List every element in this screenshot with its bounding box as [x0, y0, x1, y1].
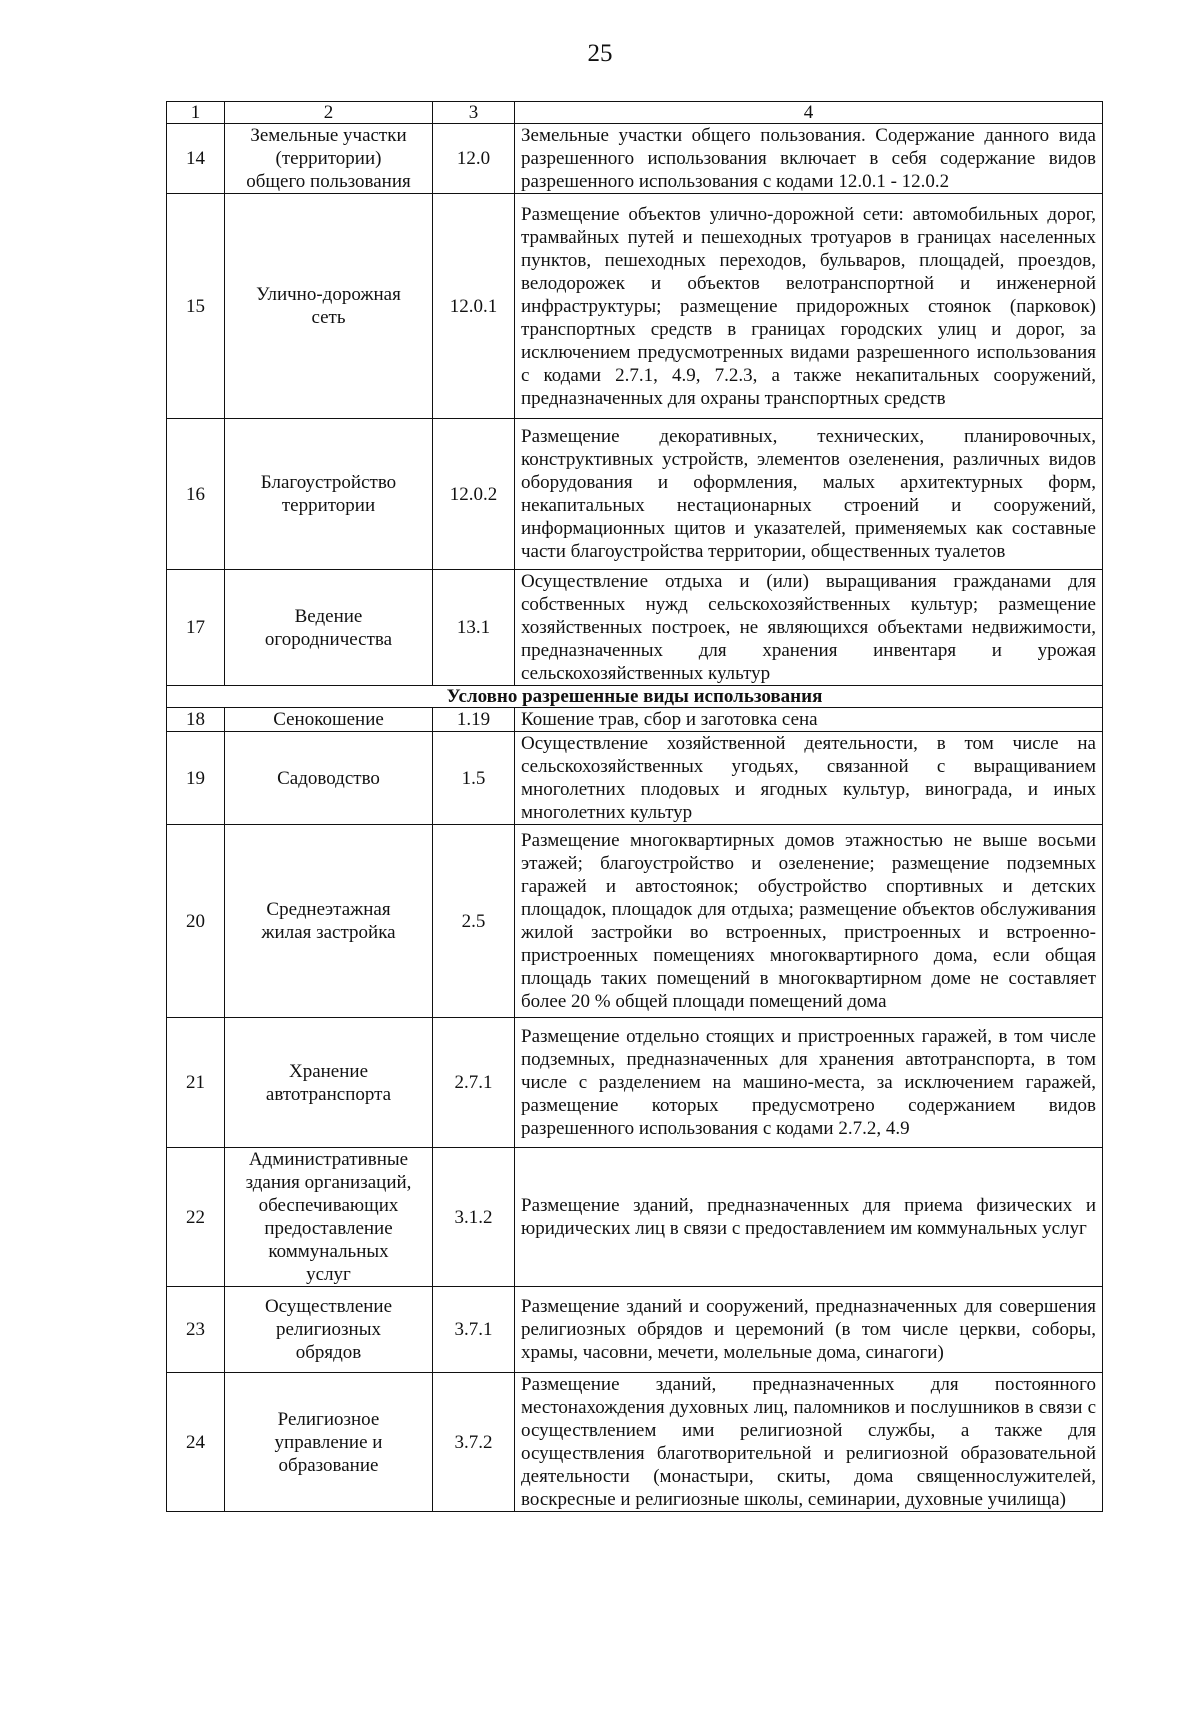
land-use-code: 1.19	[433, 708, 515, 732]
land-use-name-line: образование	[278, 1454, 379, 1476]
row-number: 19	[167, 732, 225, 825]
land-use-name-line: здания организаций,	[245, 1172, 412, 1193]
table-row	[167, 419, 1103, 570]
land-use-description: Размещение многоквартирных домов этажностью не выше восьми этажей; благоустройство и озеленение; размещение подземных гаражей и автостоянок; обустройство спортивных и детских площадок, площадок для отдыха; размещение объектов обслуживания жилой застройки во встроенных, пристроенных и встроенно-пристроенных помещениях многоквартирного дома, если общая площадь таких помещений в многоквартирном доме не составляет более 20 % общей площади помещений дома	[515, 825, 1103, 1018]
land-use-code: 12.0.1	[433, 194, 515, 419]
land-use-name	[225, 708, 433, 732]
row-number: 17	[167, 570, 225, 686]
land-use-description: Земельные участки общего пользования. Содержание данного вида разрешенного использования включает в себя содержание видов разрешенного использования с кодами 12.0.1 - 12.0.2	[515, 124, 1103, 194]
table-header-row	[167, 102, 1103, 124]
table-row	[167, 1148, 1103, 1287]
table-row	[167, 570, 1103, 686]
land-use-code: 3.1.2	[433, 1148, 515, 1287]
land-use-name	[225, 419, 433, 570]
land-use-name	[225, 124, 433, 194]
land-use-code: 13.1	[433, 570, 515, 686]
land-use-name	[225, 825, 433, 1018]
row-number: 15	[167, 194, 225, 419]
land-use-description: Кошение трав, сбор и заготовка сена	[515, 708, 1103, 732]
row-number: 21	[167, 1018, 225, 1148]
land-use-name-line: огородничества	[264, 628, 393, 650]
land-use-name-line: Сенокошение	[273, 709, 384, 730]
table-row	[167, 1018, 1103, 1148]
land-use-description: Размещение зданий, предназначенных для постоянного местонахождения духовных лиц, паломников и послушников в связи с осуществлением ими религиозной службы, а также для осуществления благотворительной и религиозной образовательной деятельности (монастыри, скиты, дома священнослужителей, воскресные и религиозные школы, семинарии, духовные училища)	[515, 1373, 1103, 1512]
land-use-name-line: обрядов	[295, 1342, 362, 1363]
land-use-name	[225, 1148, 433, 1287]
land-use-code: 12.0	[433, 124, 515, 194]
land-use-name-line: управление и	[274, 1431, 383, 1453]
land-use-name-line: автотранспорта	[265, 1083, 392, 1105]
table-row	[167, 1287, 1103, 1373]
land-use-code: 1.5	[433, 732, 515, 825]
land-use-name-line: коммунальных	[268, 1241, 389, 1262]
row-number: 20	[167, 825, 225, 1018]
land-use-code: 3.7.1	[433, 1287, 515, 1373]
land-use-description: Осуществление хозяйственной деятельности, в том числе на сельскохозяйственных угодьях, связанной с выращиванием многолетних плодовых и ягодных культур, винограда, и иных многолетних культур	[515, 732, 1103, 825]
land-use-name-line: Земельные участки	[250, 125, 407, 146]
land-use-name-line: Религиозное	[277, 1408, 380, 1430]
land-use-name	[225, 1018, 433, 1148]
land-use-name-line: Садоводство	[277, 767, 380, 789]
land-use-name-line: Благоустройство	[260, 472, 397, 493]
header-cell-2: 2	[225, 102, 433, 124]
land-use-code: 3.7.2	[433, 1373, 515, 1512]
land-use-name-line: религиозных	[276, 1319, 381, 1340]
row-number: 23	[167, 1287, 225, 1373]
land-use-name	[225, 732, 433, 825]
land-use-name-line: сеть	[311, 307, 346, 328]
land-use-name-line: Осуществление	[264, 1296, 393, 1317]
table-row	[167, 1373, 1103, 1512]
land-use-name	[225, 1373, 433, 1512]
land-use-name-line: предоставление	[264, 1218, 393, 1239]
land-use-description: Размещение зданий, предназначенных для приема физических и юридических лиц в связи с предоставлением им коммунальных услуг	[515, 1148, 1103, 1287]
land-use-description: Размещение декоративных, технических, планировочных, конструктивных устройств, элементов озеленения, различных видов оборудования и оформления, малых архитектурных форм, некапитальных нестационарных строений и сооружений, информационных щитов и указателей, применяемых как составные части благоустройства территории, общественных туалетов	[515, 419, 1103, 570]
section-title: Условно разрешенные виды использования	[167, 686, 1103, 708]
row-number: 22	[167, 1148, 225, 1287]
land-use-description: Размещение отдельно стоящих и пристроенных гаражей, в том числе подземных, предназначенных для хранения автотранспорта, в том числе с разделением на машино-места, за исключением гаражей, размещение которых предусмотрено содержанием видов разрешенного использования с кодами 2.7.2, 4.9	[515, 1018, 1103, 1148]
land-use-name	[225, 194, 433, 419]
header-cell-4: 4	[515, 102, 1103, 124]
section-row	[167, 686, 1103, 708]
land-use-name-line: услуг	[306, 1264, 351, 1285]
land-use-name-line: территории	[281, 495, 376, 516]
land-use-name-line: Ведение	[294, 605, 363, 627]
land-use-code: 2.7.1	[433, 1018, 515, 1148]
table-row	[167, 194, 1103, 419]
land-use-code: 2.5	[433, 825, 515, 1018]
land-use-table	[166, 101, 1103, 1512]
row-number: 18	[167, 708, 225, 732]
land-use-name-line: общего пользования	[246, 171, 411, 192]
header-cell-1: 1	[167, 102, 225, 124]
land-use-name-line: Административные	[248, 1149, 409, 1170]
table-row	[167, 124, 1103, 194]
row-number: 14	[167, 124, 225, 194]
land-use-name	[225, 1287, 433, 1373]
page-number: 25	[587, 40, 613, 67]
row-number: 24	[167, 1373, 225, 1512]
land-use-name-line: Среднеэтажная	[266, 899, 391, 920]
row-number: 16	[167, 419, 225, 570]
land-use-description: Размещение объектов улично-дорожной сети: автомобильных дорог, трамвайных путей и пешеходных тротуаров в границах населенных пунктов, пешеходных переходов, бульваров, площадей, проездов, велодорожек и объектов велотранспортной и инженерной инфраструктуры; размещение придорожных стоянок (парковок) транспортных средств в границах городских улиц и дорог, за исключением предусмотренных видами разрешенного использования с кодами 2.7.1, 4.9, 7.2.3, а также некапитальных сооружений, предназначенных для охраны транспортных средств	[515, 194, 1103, 419]
land-use-name-line: жилая застройка	[261, 922, 396, 943]
table-row	[167, 708, 1103, 732]
table-row	[167, 825, 1103, 1018]
land-use-name-line: обеспечивающих	[258, 1195, 399, 1216]
land-use-name-line: Улично-дорожная	[256, 284, 401, 305]
header-cell-3: 3	[433, 102, 515, 124]
land-use-description: Размещение зданий и сооружений, предназначенных для совершения религиозных обрядов и церемоний (в том числе церкви, соборы, храмы, часовни, мечети, молельные дома, синагоги)	[515, 1287, 1103, 1373]
table-row	[167, 732, 1103, 825]
table-body	[167, 102, 1103, 1512]
land-use-name	[225, 570, 433, 686]
land-use-name-line: Хранение	[288, 1060, 369, 1082]
land-use-description: Осуществление отдыха и (или) выращивания гражданами для собственных нужд сельскохозяйственных культур; размещение хозяйственных построек, не являющихся объектами недвижимости, предназначенных для хранения инвентаря и урожая сельскохозяйственных культур	[515, 570, 1103, 686]
land-use-code: 12.0.2	[433, 419, 515, 570]
land-use-name-line: (территории)	[275, 148, 382, 169]
